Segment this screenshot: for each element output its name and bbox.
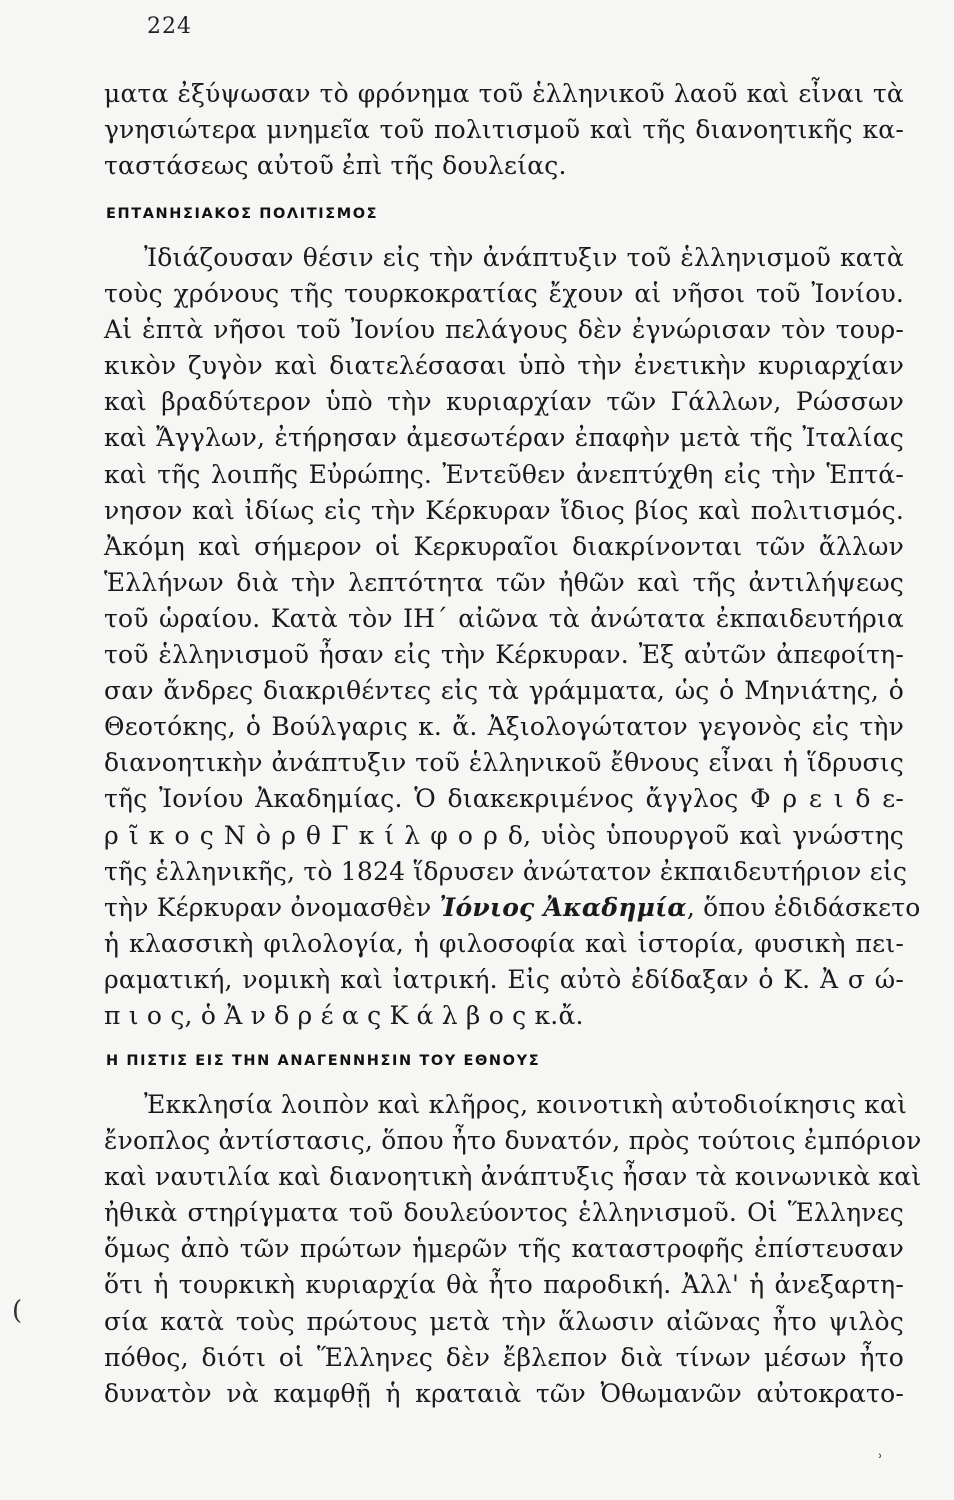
intro-paragraph [104, 76, 904, 184]
text-line: ραματική, νομικὴ καὶ ἰατρική. Εἰς αὐτὸ ἐδίδαξαν ὁ Κ. Ἀ σ ώ- [104, 964, 904, 994]
text-line: Ἰδιάζουσαν θέσιν εἰς τὴν ἀνάπτυξιν τοῦ ἑλληνισμοῦ κατὰ [144, 243, 904, 272]
page-number: 224 [147, 14, 192, 39]
text-line: ταστάσεως αὐτοῦ ἐπὶ τῆς δουλείας. [104, 151, 567, 181]
text-line-academy [104, 890, 921, 926]
section-heading-heptanesian: ΕΠΤΑΝΗΣΙΑΚΟΣ ΠΟΛΙΤΙΣΜΟΣ [106, 206, 379, 222]
text-line: τοῦ ἑλληνισμοῦ ἦσαν εἰς τὴν Κέρκυραν. Ἐξ αὐτῶν ἀπεφοίτη- [104, 640, 904, 670]
text-segment: , ὅπου ἐδιδάσκετο [686, 892, 921, 922]
section-faith-rebirth-body [104, 1087, 922, 1412]
text-line: ἠθικὰ στηρίγματα τοῦ δουλεύοντος ἑλληνισμοῦ. Οἱ Ἕλληνες [104, 1198, 904, 1228]
text-line: Ἀκόμη καὶ σήμερον οἱ Κερκυραῖοι διακρίνονται τῶν ἄλλων [104, 531, 904, 561]
text-line: καὶ τῆς λοιπῆς Εὐρώπης. Ἐντεῦθεν ἀνεπτύχθη εἰς τὴν Ἑπτά- [104, 459, 904, 489]
text-segment: τὴν Κέρκυραν ὀνομασθὲν [104, 892, 440, 922]
text-line: σαν ἄνδρες διακριθέντες εἰς τὰ γράμματα, ὡς ὁ Μηνιάτης, ὁ [104, 676, 904, 706]
text-line: κικὸν ζυγὸν καὶ διατελέσασαι ὑπὸ τὴν ἐνετικὴν κυριαρχίαν [104, 351, 904, 381]
text-line: δυνατὸν νὰ καμφθῇ ἡ κραταιὰ τῶν Ὀθωμανῶν αὐτοκρατο- [104, 1378, 904, 1408]
text-line: τοὺς χρόνους τῆς τουρκοκρατίας ἔχουν αἱ νῆσοι τοῦ Ἰονίου. [104, 279, 904, 309]
text-line: Ἑλλήνων διὰ τὴν λεπτότητα τῶν ἠθῶν καὶ τῆς ἀντιλήψεως [104, 567, 904, 597]
text-line: Αἱ ἑπτὰ νῆσοι τοῦ Ἰονίου πελάγους δὲν ἐγνώρισαν τὸν τουρ- [104, 315, 904, 345]
text-line: ματα ἐξύψωσαν τὸ φρόνημα τοῦ ἑλληνικοῦ λαοῦ καὶ εἶναι τὰ [104, 79, 904, 108]
text-line: νησον καὶ ἰδίως εἰς τὴν Κέρκυραν ἴδιος βίος καὶ πολιτισμός. [104, 495, 904, 525]
text-line: Θεοτόκης, ὁ Βούλγαρις κ. ἄ. Ἀξιολογώτατον γεγονὸς εἰς τὴν [104, 712, 904, 742]
text-line: τῆς Ἰονίου Ἀκαδημίας. Ὁ διακεκριμένος ἄγγλος Φ ρ ε ι δ ε- [104, 784, 904, 814]
text-line: σία κατὰ τοὺς πρώτους μετὰ τὴν ἅλωσιν αἰῶνας ἦτο ψιλὸς [104, 1306, 904, 1336]
text-line: καὶ βραδύτερον ὑπὸ τὴν κυριαρχίαν τῶν Γάλλων, Ρώσσων [104, 387, 904, 417]
text-line: διανοητικὴν ἀνάπτυξιν τοῦ ἑλληνικοῦ ἔθνους εἶναι ἡ ἵδρυσις [104, 748, 904, 778]
text-line: πόθος, διότι οἱ Ἕλληνες δὲν ἔβλεπον διὰ τίνων μέσων ἦτο [104, 1342, 904, 1372]
section-heptanesian-body [104, 240, 921, 1034]
text-line: καὶ ναυτιλία καὶ διανοητικὴ ἀνάπτυξις ἦσαν τὰ κοινωνικὰ καὶ [104, 1162, 922, 1192]
text-line: τῆς ἑλληνικῆς, τὸ 1824 ἵδρυσεν ἀνώτατον ἐκπαιδευτήριον εἰς [104, 856, 908, 886]
text-line: ἡ κλασσικὴ φιλολογία, ἡ φιλοσοφία καὶ ἱστορία, φυσικὴ πει- [104, 928, 904, 958]
text-line: Ἐκκλησία λοιπὸν καὶ κλῆρος, κοινοτικὴ αὐτοδιοίκησις καὶ [144, 1090, 908, 1119]
text-line: ὅμως ἀπὸ τῶν πρώτων ἡμερῶν τῆς καταστροφῆς ἐπίστευσαν [104, 1234, 904, 1264]
text-line: ὅτι ἡ τουρκικὴ κυριαρχία θὰ ἦτο παροδική. Ἀλλ' ἡ ἀνεξαρτη- [104, 1270, 904, 1300]
text-line: ρ ῖ κ ο ς Ν ὸ ρ θ Γ κ ί λ φ ο ρ δ, υἱὸς ὑπουργοῦ καὶ γνώστης [104, 820, 904, 850]
corner-ink-mark: ˒ [878, 1447, 883, 1466]
text-line: καὶ Ἄγγλων, ἐτήρησαν ἀμεσωτέραν ἐπαφὴν μετὰ τῆς Ἰταλίας [104, 423, 904, 453]
text-line: π ι ο ς, ὁ Ἀ ν δ ρ έ α ς Κ ά λ β ο ς κ.ἄ. [104, 1000, 584, 1030]
academy-name-emphasis: Ἰόνιος Ἀκαδημία [439, 892, 687, 922]
text-line: ἔνοπλος ἀντίστασις, ὅπου ἦτο δυνατόν, πρὸς τούτοις ἐμπόριον [104, 1126, 922, 1156]
text-line: γνησιώτερα μνημεῖα τοῦ πολιτισμοῦ καὶ τῆς διανοητικῆς κα- [104, 115, 904, 145]
text-line: τοῦ ὡραίου. Κατὰ τὸν ΙΗ΄ αἰῶνα τὰ ἀνώτατα ἐκπαιδευτήρια [104, 603, 904, 633]
section-heading-faith-rebirth: Η ΠΙΣΤΙΣ ΕΙΣ ΤΗΝ ΑΝΑΓΕΝΝΗΣΙΝ ΤΟΥ ΕΘΝΟΥΣ [106, 1053, 541, 1069]
margin-pencil-mark: ( [12, 1296, 23, 1326]
